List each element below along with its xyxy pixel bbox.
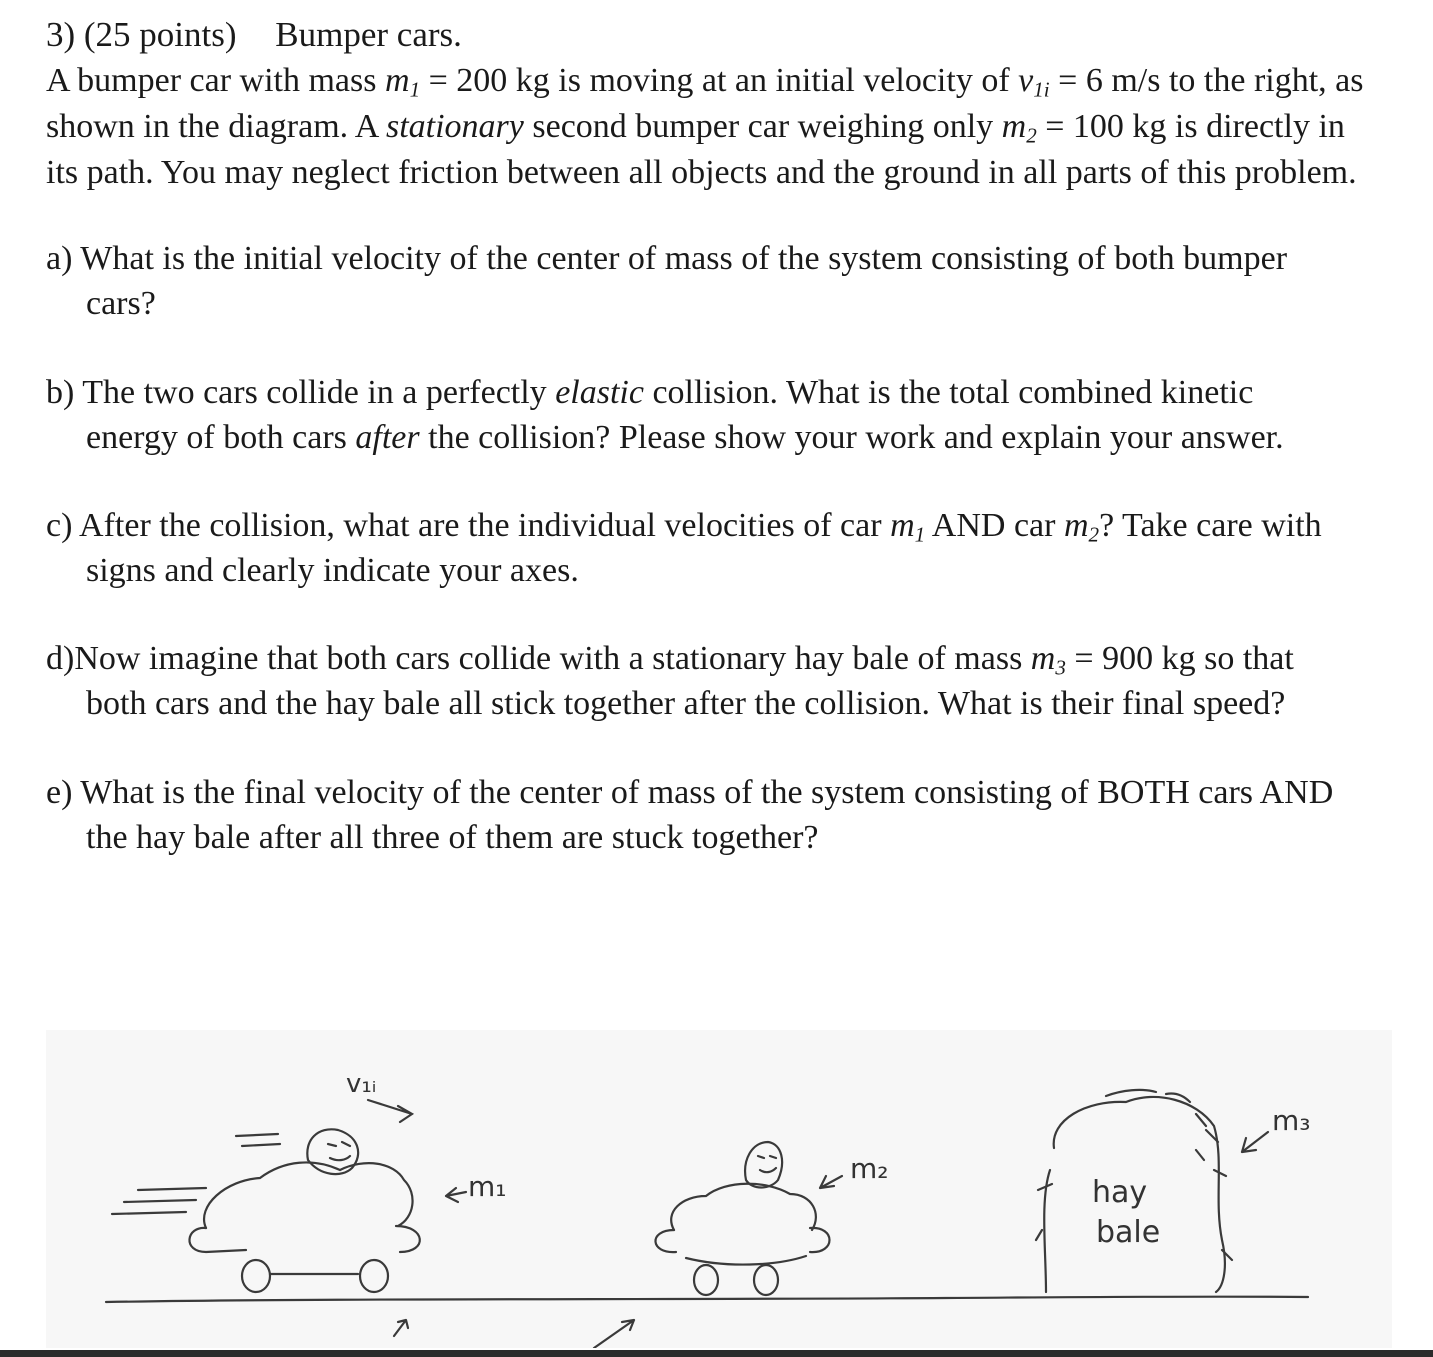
car-2-wheel [694, 1265, 718, 1295]
problem-heading [46, 14, 462, 56]
intro-text: shown in the diagram. A [46, 108, 386, 145]
car-2-bumper-left [655, 1230, 676, 1252]
question-label: d) [46, 640, 75, 677]
car-1-driver-face [328, 1142, 350, 1160]
symbol-m2: $m_2$ [1001, 108, 1037, 148]
question-text: After the collision, what are the individual velocities of car [72, 507, 891, 544]
symbol-v1i: $v_{1i}$ [1018, 62, 1050, 102]
question-d-line-2: both cars and the hay bale all stick together after the collision. What is their final speed? [86, 685, 1286, 722]
intro-emphasis: stationary [385, 108, 524, 145]
car-2-driver [745, 1142, 782, 1188]
symbol-m2: $m_2$ [1063, 507, 1100, 547]
question-e-line-2: the hay bale after all three of them are stuck together? [86, 819, 819, 856]
m3-pointer-arrow [1242, 1132, 1268, 1152]
bottom-edge-bar [0, 1350, 1433, 1357]
question-b [46, 370, 1284, 460]
question-text: AND car [925, 507, 1064, 544]
intro-text: = 200 kg is moving at an initial velocity of [420, 62, 1019, 99]
problem-intro [46, 58, 1416, 196]
intro-text: = 6 m/s to the right, as [1049, 62, 1364, 99]
question-c [46, 503, 1322, 593]
m2-pointer-arrow [820, 1176, 842, 1188]
car-2-bumper-right [810, 1228, 830, 1252]
question-text: = 900 kg so that [1065, 640, 1294, 677]
car-1-wheel [360, 1260, 388, 1292]
intro-line-2 [46, 104, 1416, 150]
hay-bale-left-edge [1044, 1170, 1050, 1292]
question-label: e) [46, 774, 73, 811]
intro-text: = 100 kg is directly in [1036, 108, 1345, 145]
question-b-line-2 [46, 415, 1284, 460]
label-hay: hay [1092, 1175, 1148, 1210]
question-c-line-1 [46, 503, 1322, 548]
speed-line [236, 1134, 278, 1136]
ground-line [106, 1297, 1308, 1302]
question-label: a) [46, 240, 73, 277]
question-e [46, 770, 1333, 860]
car-1-bumper-right [396, 1226, 420, 1252]
question-text: ? Take care with [1099, 507, 1322, 544]
question-text: the collision? Please show your work and explain your answer. [419, 419, 1284, 456]
intro-line-1 [46, 58, 1416, 104]
speed-line [138, 1188, 206, 1190]
label-v1i: v₁ᵢ [346, 1069, 377, 1099]
question-e-line-1 [46, 770, 1333, 815]
symbol-m1: $m_1$ [385, 62, 421, 102]
question-emphasis: after [355, 419, 420, 456]
car-1-wheel [242, 1260, 270, 1292]
bottom-arrow [394, 1320, 408, 1336]
question-text: The two cars collide in a perfectly [74, 374, 556, 411]
question-text: Now imagine that both cars collide with a stationary hay bale of mass [74, 640, 1031, 677]
bottom-arrow [594, 1320, 634, 1348]
question-a [46, 236, 1287, 326]
question-a-line-2: cars? [86, 285, 156, 322]
question-b-line-1 [46, 370, 1284, 415]
label-m2: m₂ [850, 1152, 889, 1185]
m1-pointer-arrow [446, 1188, 466, 1202]
car-1-bumper-left [189, 1228, 246, 1252]
car-2-underside [686, 1256, 806, 1265]
label-m3: m₃ [1272, 1104, 1311, 1137]
question-c-line-2: signs and clearly indicate your axes. [86, 552, 579, 589]
problem-title: Bumper cars. [275, 15, 462, 54]
symbol-m3: $m_3$ [1030, 640, 1066, 680]
symbol-m1: $m_1$ [890, 507, 926, 547]
question-label: b) [46, 374, 75, 411]
velocity-arrow [368, 1100, 412, 1122]
intro-text: A bumper car with mass [46, 62, 385, 99]
question-emphasis: elastic [555, 374, 644, 411]
car-2-wheel [754, 1265, 778, 1295]
diagram-sketch [46, 1030, 1392, 1348]
question-text: What is the final velocity of the center of mass of the system consisting of BOTH cars AND [72, 774, 1334, 811]
intro-line-3: its path. You may neglect friction between all objects and the ground in all parts of this problem. [46, 154, 1357, 191]
question-a-line-1 [46, 236, 1287, 281]
car-2-driver-face [758, 1156, 776, 1172]
speed-line [124, 1200, 196, 1202]
label-m1: m₁ [468, 1170, 507, 1203]
question-text: What is the initial velocity of the center of mass of the system consisting of both bumper [72, 240, 1288, 277]
bumper-car-diagram [46, 1030, 1392, 1348]
problem-number: 3) [46, 15, 76, 54]
question-label: c) [46, 507, 73, 544]
intro-text: second bumper car weighing only [523, 108, 1002, 145]
problem-points: (25 points) [83, 15, 237, 54]
question-text: collision. What is the total combined kinetic [643, 374, 1254, 411]
question-d [46, 636, 1294, 726]
car-2-body [671, 1184, 816, 1230]
question-d-line-1 [46, 636, 1294, 681]
question-text: energy of both cars [86, 419, 356, 456]
car-1-body [204, 1162, 413, 1228]
speed-line [112, 1212, 186, 1214]
label-bale: bale [1096, 1215, 1161, 1250]
speed-line [242, 1144, 280, 1146]
